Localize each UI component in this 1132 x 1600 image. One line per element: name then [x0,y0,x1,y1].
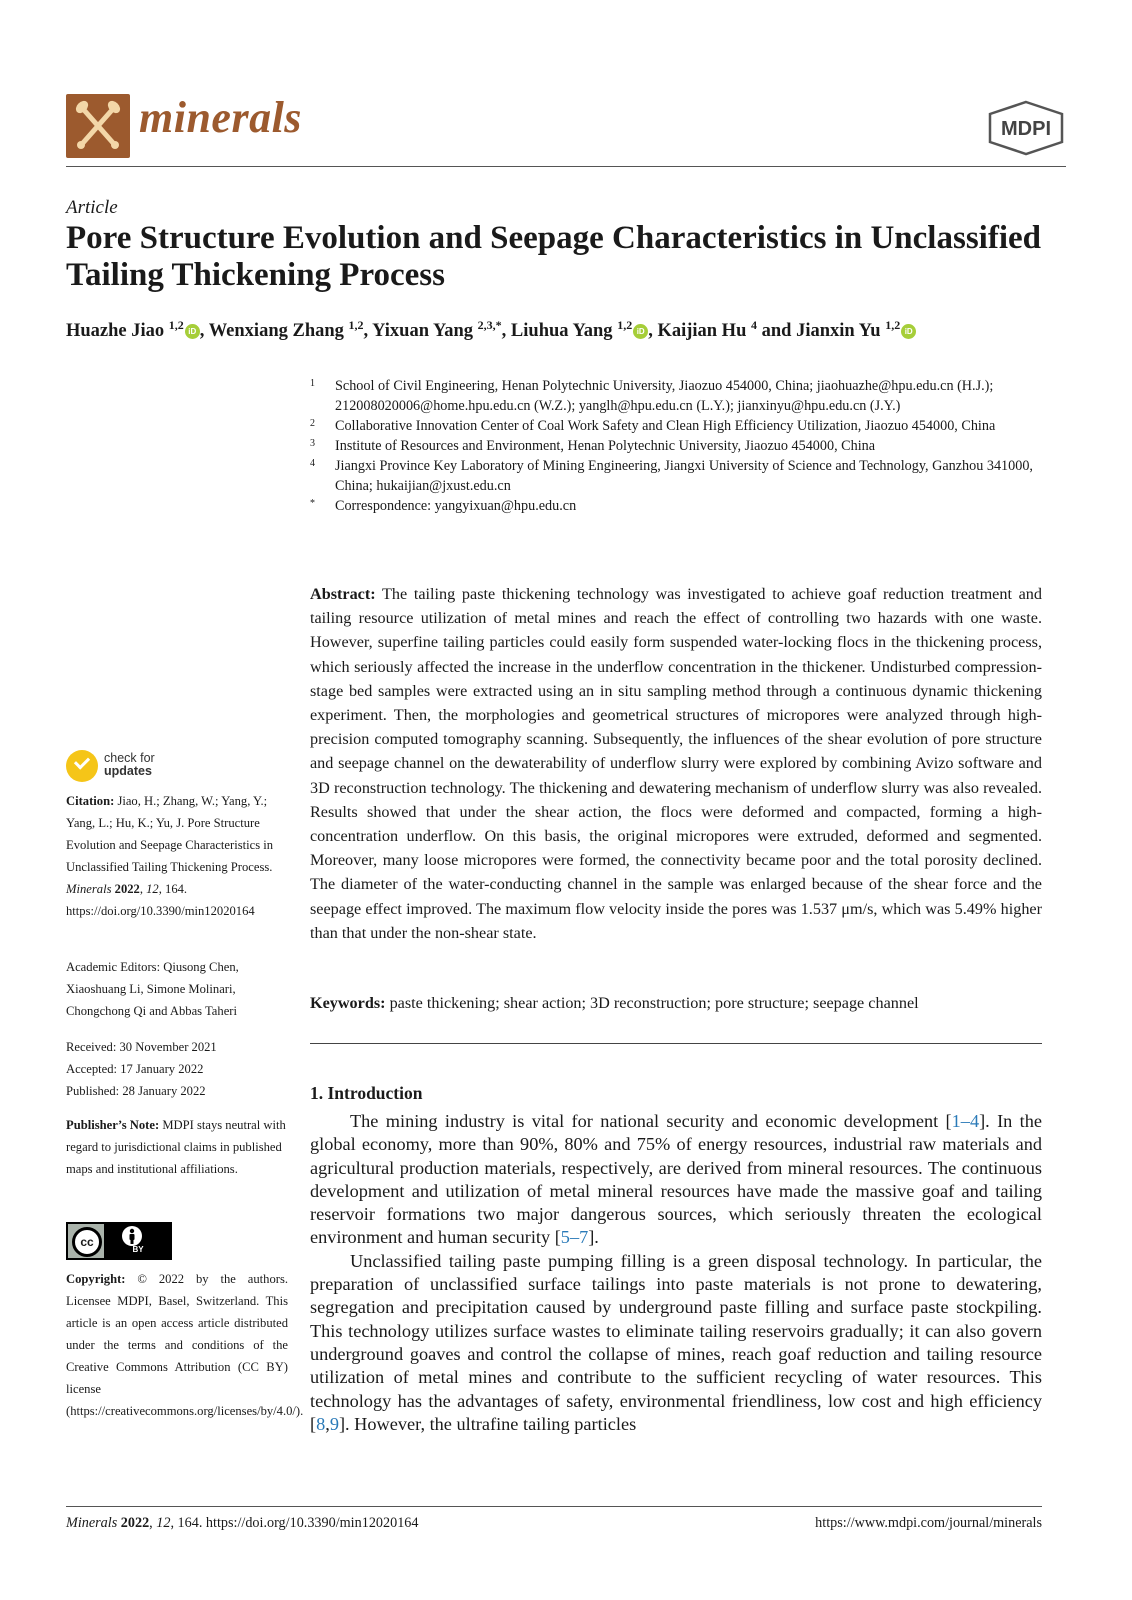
affiliation-text: Institute of Resources and Environment, Henan Polytechnic University, Jiaozuo 454000, China [335,438,876,454]
author-name: Wenxiang Zhang [208,321,344,342]
published-date: Published: 28 January 2022 [66,1084,206,1098]
affiliation-mark: 2 [310,418,315,429]
journal-name: minerals [139,93,302,142]
accepted-date: Accepted: 17 January 2022 [66,1062,204,1076]
affiliation-mark: * [310,498,315,509]
cc-by-label: BY [132,1245,144,1254]
section-divider [310,1043,1042,1044]
affiliation-text: Correspondence: yangyixuan@hpu.edu.cn [335,498,577,514]
journal-header [66,92,1066,162]
keywords-text: paste thickening; shear action; 3D reconstruction; pore structure; seepage channel [389,994,919,1012]
author-separator: , [648,321,658,342]
copyright-text: © 2022 by the authors. Licensee MDPI, Basel, Switzerland. This article is an open access article distributed under the terms and conditions of the Creative Commons Attribution (CC BY) license (https://creativecommons.org/licenses/by/4.0/). [66,1272,304,1418]
mdpi-logo-icon [986,100,1066,156]
journal-logo-icon [66,94,130,158]
footer-doi-link[interactable]: , 164. https://doi.org/10.3390/min12020164 [170,1515,419,1531]
paragraph: Unclassified tailing paste pumping filling is a green disposal technology. In particular, the preparation of unclassified surface tailings into paste materials is not prone to dewatering, segregation and precipitation caused by underground paste filling and surface paste stockpiling. This technology utilizes surface wastes to eliminate tailing reservoirs gradually; it can also govern underground goaves and control the collapse of mines, reach goaf reduction and tailing resource utilization of metal mines and contribute to the sufficient recycling of water resources. This technology has the advantages of safety, environmental friendliness, low cost and high efficiency [8,9]. However, the ultrafine tailing particles [310,1250,1042,1434]
affiliation-item [310,416,1050,436]
introduction-body [310,1110,1042,1436]
orcid-icon[interactable]: iD [185,324,200,339]
abstract-label: Abstract: [310,585,376,603]
publishers-note [66,1114,288,1180]
reference-link[interactable]: 5–7 [560,1227,589,1248]
citation-journal: Minerals [66,882,112,896]
article-title: Pore Structure Evolution and Seepage Characteristics in Unclassified Tailing Thickening Process [66,220,1041,293]
affiliation-text: School of Civil Engineering, Henan Polytechnic University, Jiaozuo 454000, China; jiaohuazhe@hpu.edu.cn (H.J.); 212008020006@home.hpu.edu.cn (W.Z.); yanglh@hpu.edu.cn (L.Y.); jianxinyu@hpu.edu.cn (J.Y.) [335,378,994,414]
affiliation-text: Jiangxi Province Key Laboratory of Mining Engineering, Jiangxi University of Science and Technology, Ganzhou 341000, China; hukaijian@jxust.edu.cn [335,458,1033,494]
check-updates-line2: updates [104,764,152,778]
pubnote-text: MDPI stays neutral with regard to jurisdictional claims in published maps and institutional affiliations. [66,1118,286,1176]
reference-link[interactable]: 8 [316,1413,326,1434]
author-list [66,318,1066,342]
citation-doi-link[interactable]: , 164. https://doi.org/10.3390/min12020164 [66,882,255,918]
author-name: Kaijian Hu [657,321,747,342]
affiliation-item [310,456,1050,496]
attribution-person-icon [122,1226,142,1246]
affiliations [310,376,1050,516]
academic-editors: Academic Editors: Qiusong Chen, Xiaoshuang Li, Simone Molinari, Chongchong Qi and Abbas Taheri [66,960,239,1018]
cc-by-license-badge[interactable] [66,1222,172,1260]
author-affiliation-mark: 1,2 [617,318,633,332]
orcid-icon[interactable]: iD [901,324,916,339]
article-type: Article [66,197,118,218]
author-name: Jianxin Yu [796,321,881,342]
author-affiliation-mark: 2,3,* [477,318,502,332]
author-affiliation-mark: 1,2 [168,318,184,332]
citation-year: 2022 [114,882,140,896]
check-updates-line1: check for [104,751,155,765]
affiliation-text: Collaborative Innovation Center of Coal Work Safety and Clean High Efficiency Utilization, Jiaozuo 454000, China [335,418,996,434]
copyright-label: Copyright: [66,1272,126,1286]
affiliation-item [310,436,1050,456]
author-name: Liuhua Yang [510,321,613,342]
section-heading: 1. Introduction [310,1083,423,1103]
copyright-notice [66,1268,304,1422]
keywords [310,991,1042,1015]
author-name: Yixuan Yang [372,321,474,342]
affiliation-mark: 3 [310,438,315,449]
footer-citation: Minerals 2022, 12, 164. https://doi.org/10.3390/min12020164 [66,1515,419,1531]
author-separator: , [501,321,511,342]
abstract-text: The tailing paste thickening technology was investigated to achieve goaf reduction treatment and tailing resource utilization of metal mines and reach the effect of controlling two hazards with one waste. However, superfine tailing particles could easily form suspended water-locking flocs in the thickening process, which seriously affected the increase in the underflow concentration in the thickener. Undisturbed compression-stage bed samples were extracted using an in situ sampling method through a continuous dynamic thickening experiment. Then, the morphologies and geometrical structures of micropores were analyzed through high-precision computed tomography scanning. Subsequently, the influences of the shear evolution of pore structure and seepage channel on the dewaterability of underflow slurry were explored by combining Avizo software and 3D reconstruction technology. The thickening and dewatering mechanism of underflow slurry was also revealed. Results showed that under the shear action, the flocs were deformed and compacted, forming a high-concentration underflow. On this basis, the original micropores were extruded, deformed and segmented. Moreover, many loose micropores were formed, the connectivity became poor and the total porosity declined. The diameter of the water-conducting channel in the sample was enlarged because of the shear force and the seepage effect improved. The maximum flow velocity inside the pores was 1.537 μm/s, which was 5.49% higher than that under the non-shear state. [310,585,1042,942]
paragraph: The mining industry is vital for national security and economic development [1–4]. In the global economy, more than 90%, 80% and 75% of energy resources, industrial raw materials and agricultural production materials, respectively, are derived from mineral resources. The continuous development and utilization of metal mineral resources have made the massive goaf and tailing reservoir formations two major dangerous sources, which seriously threaten the ecological environment and human security [5–7]. [310,1111,1042,1248]
pubnote-label: Publisher’s Note: [66,1118,160,1132]
citation-volume: 12 [146,882,159,896]
affiliation-item [310,376,1050,416]
check-updates-icon [66,750,98,782]
author-name: Huazhe Jiao [66,321,165,342]
publication-dates [66,1036,288,1102]
author-affiliation-mark: 4 [751,318,757,332]
cc-icon: cc [72,1227,102,1257]
header-divider [66,166,1066,167]
keywords-label: Keywords: [310,994,386,1012]
author-separator: and [757,321,797,342]
affiliation-mark: 1 [310,378,315,389]
check-for-updates-button[interactable] [66,748,288,784]
citation-block: Citation: Jiao, H.; Zhang, W.; Yang, Y.; Yang, L.; Hu, K.; Yu, J. Pore Structure Evolution and Seepage Characteristics in Unclassified Tailing Thickening Process. Minerals 2022, 12, 164. https://doi.org/10.3390/min12020164 [66,794,274,918]
author-affiliation-mark: 1,2 [348,318,364,332]
affiliation-item [310,496,1050,516]
received-date: Received: 30 November 2021 [66,1040,217,1054]
mdpi-logo-text: MDPI [1001,118,1051,140]
affiliation-mark: 4 [310,458,315,469]
author-affiliation-mark: 1,2 [885,318,901,332]
author-separator: , [363,321,373,342]
reference-link[interactable]: 9 [329,1413,339,1434]
abstract [310,582,1042,945]
orcid-icon[interactable]: iD [633,324,648,339]
reference-link[interactable]: 1–4 [951,1111,980,1131]
citation-label: Citation: [66,794,115,808]
journal-url-link[interactable]: https://www.mdpi.com/journal/minerals [815,1515,1042,1531]
citation-text: Jiao, H.; Zhang, W.; Yang, Y.; Yang, L.; Hu, K.; Yu, J. Pore Structure Evolution and Seepage Characteristics in Unclassified Tailing Thickening Process. [66,794,274,874]
author-separator: , [199,321,209,342]
footer-divider [66,1506,1042,1507]
